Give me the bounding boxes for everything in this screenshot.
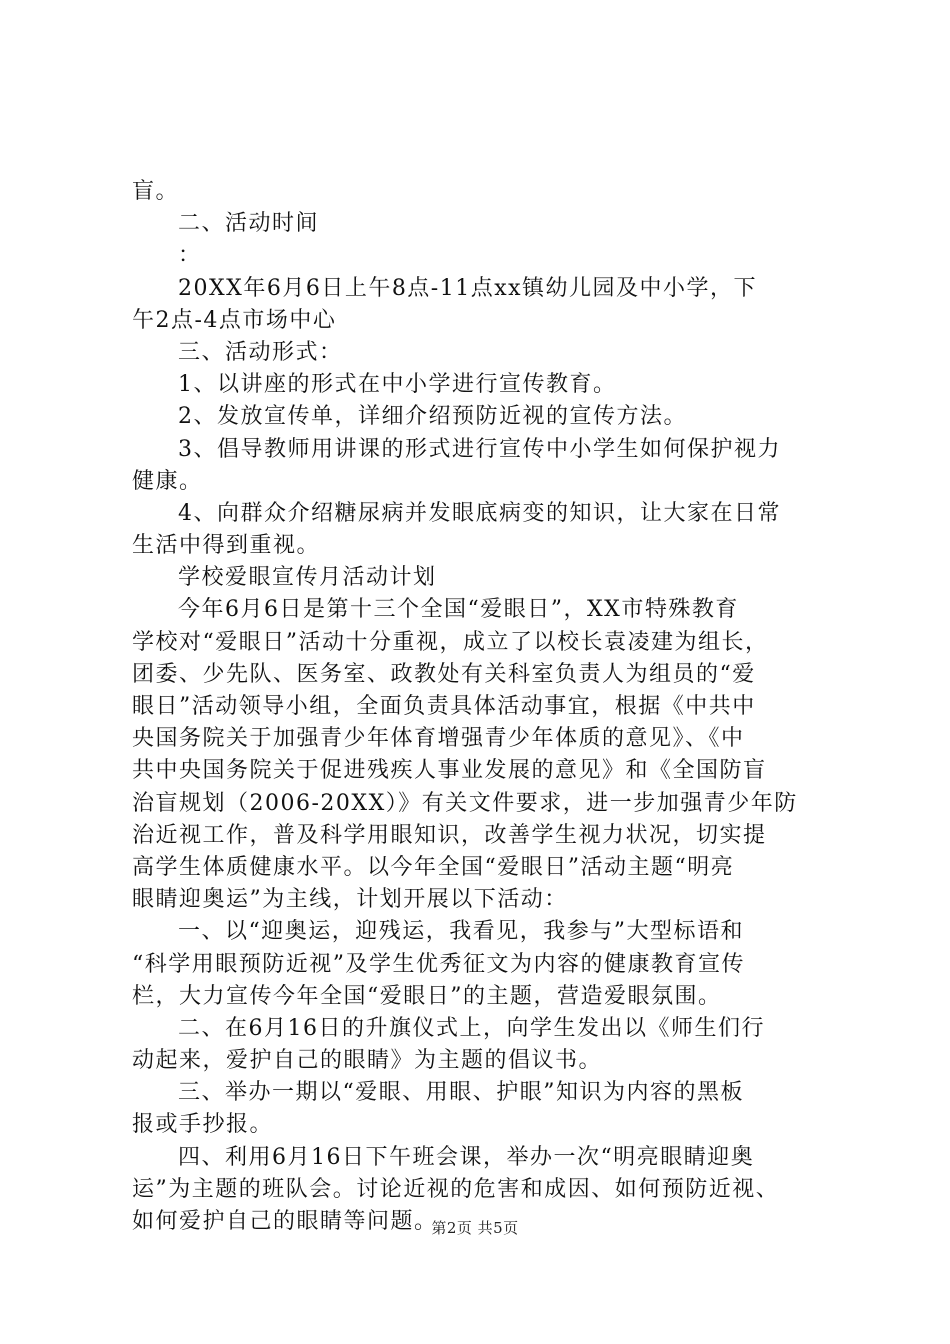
text-line: 共中央国务院关于促进残疾人事业发展的意见》和《全国防盲 (132, 758, 767, 784)
text-line: 二、活动时间 (178, 211, 320, 237)
text-line: ： (178, 243, 202, 269)
text-line: 二、在6月16日的升旗仪式上，向学生发出以《师生们行 (178, 1015, 765, 1041)
text-line: 栏，大力宣传今年全国“爱眼日”的主题，营造爱眼氛围。 (132, 983, 722, 1009)
text-line: 团委、少先队、医务室、政教处有关科室负责人为组员的“爱 (132, 661, 756, 687)
text-line: 治盲规划（2006-20XX）》有关文件要求，进一步加强青少年防 (132, 790, 798, 816)
text-line: 报或手抄报。 (132, 1112, 274, 1138)
text-line: 4、向群众介绍糖尿病并发眼底病变的知识，让大家在日常 (178, 500, 781, 526)
text-line: 眼日”活动领导小组，全面负责具体活动事宜，根据《中共中 (132, 694, 756, 719)
text-line: 四、利用6月16日下午班会课，举办一次“明亮眼睛迎奥 (178, 1144, 755, 1170)
text-line: 学校对“爱眼日”活动十分重视，成立了以校长袁凌建为组长， (132, 629, 769, 655)
text-line: 1、以讲座的形式在中小学进行宣传教育。 (178, 372, 617, 398)
text-line: 健康。 (132, 468, 203, 494)
text-line: 眼睛迎奥运”为主线，计划开展以下活动： (132, 887, 568, 913)
text-line: 动起来，爱护自己的眼睛》为主题的倡议书。 (132, 1048, 603, 1074)
document-body (132, 176, 832, 1238)
text-line: 运”为主题的班队会。讨论近视的危害和成因、如何预防近视、 (132, 1176, 780, 1202)
text-line: 今年6月6日是第十三个全国“爱眼日”，XX市特殊教育 (178, 597, 739, 623)
text-line: 如何爱护自己的眼睛等问题。 (132, 1209, 438, 1234)
text-line: 2、发放宣传单，详细介绍预防近视的宣传方法。 (178, 404, 687, 430)
text-line: 央国务院关于加强青少年体育增强青少年体质的意见》、《中 (132, 726, 745, 752)
page-footer: 第2页 共5页 (431, 1219, 519, 1237)
text-line: 治近视工作，普及科学用眼知识，改善学生视力状况，切实提 (132, 822, 767, 848)
text-line: 高学生体质健康水平。以今年全国“爱眼日”活动主题“明亮 (132, 854, 735, 880)
text-line: 3、倡导教师用讲课的形式进行宣传中小学生如何保护视力 (178, 436, 781, 462)
text-line: 三、举办一期以“爱眼、用眼、护眼”知识为内容的黑板 (178, 1080, 744, 1106)
text-line: “科学用眼预防近视”及学生优秀征文为内容的健康教育宣传 (132, 951, 745, 977)
text-line: 午2点-4点市场中心 (132, 307, 337, 333)
text-line: 盲。 (132, 179, 180, 204)
text-line: 生活中得到重视。 (132, 533, 321, 559)
text-line: 一、以“迎奥运，迎残运，我看见，我参与”大型标语和 (178, 919, 744, 945)
text-line: 20XX年6月6日上午8点-11点xx镇幼儿园及中小学，下 (178, 275, 758, 301)
text-line: 学校爱眼宣传月活动计划 (178, 565, 437, 591)
text-line: 三、活动形式： (178, 339, 343, 365)
